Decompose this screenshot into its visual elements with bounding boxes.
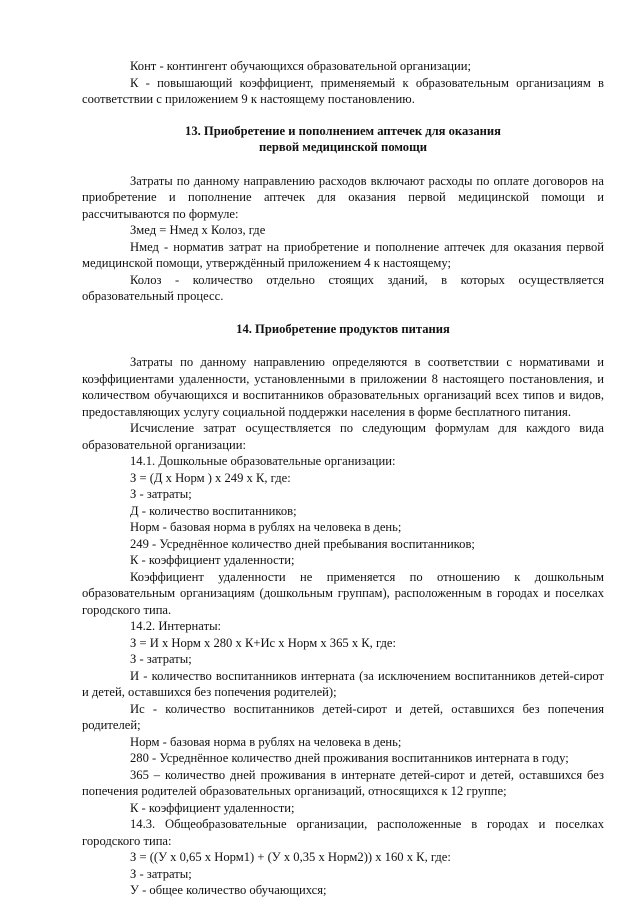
s14-item: З - затраты; (130, 487, 192, 501)
s14-subsection-14-1: 14.1. Дошкольные образовательные организации: (130, 454, 396, 468)
s14-note: Коэффициент удаленности не применяется по отношению к дошкольным образовательным организациям (дошкольным группам), расположенным в городах и поселках городского типа. (82, 569, 604, 617)
definition-kont: Конт - контингент обучающихся образовательной организации; (130, 59, 472, 73)
s14-subsection-14-3: 14.3. Общеобразовательные организации, расположенные в городах и поселках городского типа: (82, 817, 604, 848)
s14-paragraph-intro: Затраты по данному направлению определяются в соответствии с нормативами и коэффициентами удаленности, установленными в приложении 8 настоящего постановления, и количеством обучающихся и воспитанников образовательных организаций всех типов и видов, предоставляющих услугу социальной поддержки населения в форме бесплатного питания. (82, 355, 604, 419)
definition-k: К - повышающий коэффициент, применяемый к образовательным организациям в соответствии с приложением 9 к настоящему постановлению. (82, 75, 604, 106)
s14-item: З - затраты; (130, 866, 192, 881)
s14-paragraph-calc: Исчисление затрат осуществляется по следующим формулам для каждого вида образовательной организации: (82, 421, 604, 452)
section-13-heading (82, 123, 604, 156)
section-13-heading-line-1: 13. Приобретение и пополнением аптечек для оказания (185, 123, 501, 138)
s14-formula-14-2: З = И х Норм х 280 х К+Ис х Норм х 365 х К, где: (130, 635, 396, 650)
s14-item: 365 – количество дней проживания в интернате детей-сирот и детей, оставшихся без попечения родителей образовательных организаций, относящихся к 12 группе; (82, 767, 604, 798)
s14-item: 249 - Усреднённое количество дней пребывания воспитанников; (130, 536, 475, 551)
s13-definition-koloz: Колоз - количество отдельно стоящих зданий, в которых осуществляется образовательный процесс. (82, 272, 604, 303)
s14-subsection-14-2: 14.2. Интернаты: (130, 619, 222, 633)
section-13-heading-line-2: первой медицинской помощи (259, 140, 427, 154)
s14-item: К - коэффициент удаленности; (130, 800, 295, 815)
s14-formula-14-1: З = (Д х Норм ) х 249 х К, где: (130, 470, 291, 485)
s13-paragraph-intro: Затраты по данному направлению расходов включают расходы по оплате договоров на приобретение и пополнение аптечек для оказания первой медицинской помощи и рассчитываются по формуле: (82, 173, 604, 221)
s14-item: У - общее количество обучающихся; (130, 883, 327, 897)
section-14-heading (82, 321, 604, 338)
s14-item: Д - количество воспитанников; (130, 503, 297, 518)
s14-item: Норм - базовая норма в рублях на человека в день; (130, 520, 402, 534)
s14-item: К - коэффициент удаленности; (130, 553, 295, 567)
s14-item: 280 - Усреднённое количество дней проживания воспитанников интерната в году; (130, 751, 569, 765)
s14-formula-14-3: З = ((У х 0,65 х Норм1) + (У х 0,35 х Норм2)) х 160 х К, где: (130, 850, 451, 864)
s14-item: З - затраты; (130, 652, 192, 666)
s13-definition-nmed: Нмед - норматив затрат на приобретение и пополнение аптечек для оказания первой медицинской помощи, утверждённый приложением 4 к настоящему; (82, 239, 604, 270)
s14-item: И - количество воспитанников интерната (за исключением воспитанников детей-сирот и детей, оставшихся без попечения родителей); (82, 668, 604, 699)
s13-formula: Змед = Нмед х Колоз, где (130, 223, 266, 237)
s14-item: Норм - базовая норма в рублях на человека в день; (130, 734, 402, 749)
section-14-heading-text: 14. Приобретение продуктов питания (236, 321, 450, 336)
document-page (82, 58, 604, 899)
s14-item: Ис - количество воспитанников детей-сирот и детей, оставшихся без попечения родителей; (82, 701, 604, 732)
